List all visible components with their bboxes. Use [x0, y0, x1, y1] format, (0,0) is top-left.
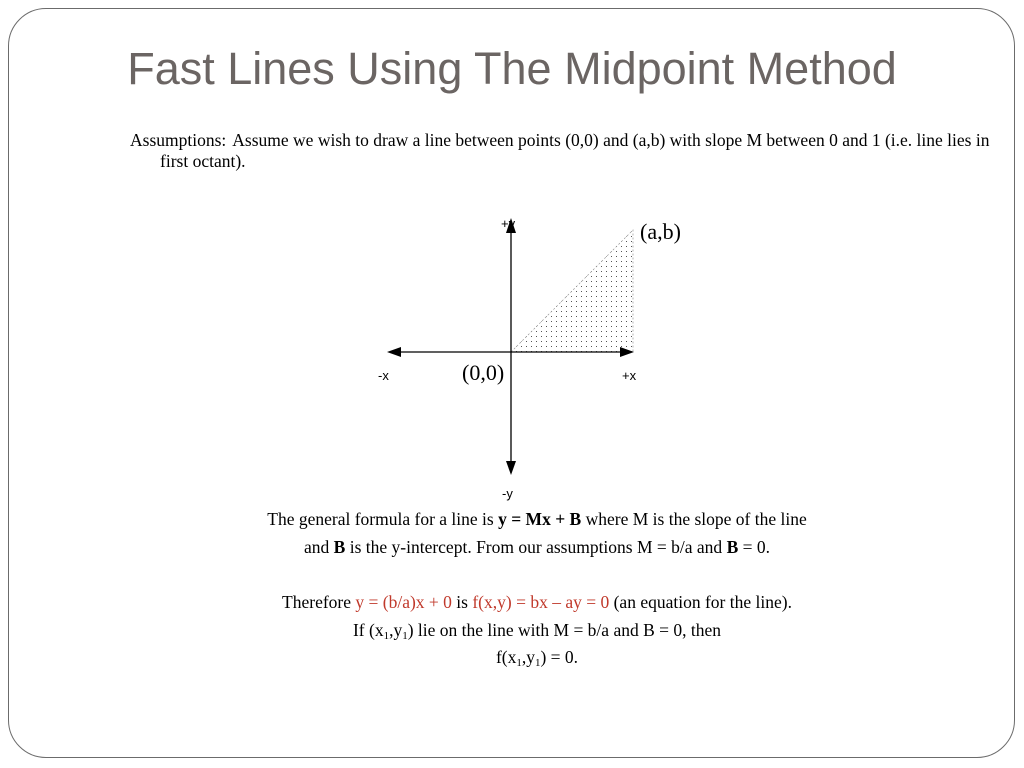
subscript: 1 — [383, 629, 390, 642]
formula-text: If (x — [352, 619, 384, 640]
y-axis-down-arrow — [506, 461, 516, 475]
bold-b: B — [726, 536, 739, 557]
formula-text: The general formula for a line is — [267, 509, 499, 529]
formula-text: f(x — [495, 647, 517, 667]
origin-point-label: (0,0) — [462, 360, 505, 385]
slide-title: Fast Lines Using The Midpoint Method — [127, 43, 897, 94]
formula-text: is — [451, 592, 473, 612]
end-point-label: (a,b) — [640, 219, 681, 244]
formula-text: (an equation for the line). — [609, 592, 792, 612]
neg-y-label: -y — [502, 486, 513, 501]
formula-text: ,y — [389, 619, 403, 640]
neg-x-label: -x — [378, 368, 389, 383]
implicit-equation: f(x,y) = bx – ay = 0 — [472, 592, 610, 612]
formula-text: ) lie on the line with M = b/a and B = 0, then — [407, 619, 722, 640]
subscript: 1 — [402, 629, 408, 642]
formula-text: ) = 0. — [540, 647, 579, 667]
formula-text: and — [304, 536, 334, 557]
line-equation: y = Mx + B — [498, 509, 582, 529]
pos-x-label: +x — [622, 368, 637, 383]
pos-y-label: +y — [501, 216, 516, 231]
formula-text: is the y-intercept. From our assumptions M = b/a and — [345, 536, 727, 557]
explicit-equation: y = (b/a)x + 0 — [355, 592, 452, 612]
formula-text: ,y — [521, 647, 535, 667]
implicit-equation-paragraph — [160, 589, 914, 672]
formula-text: where M is the slope of the line — [581, 509, 807, 529]
line-formula-paragraph — [160, 506, 914, 561]
assumptions-lead: Assumptions: — [130, 130, 227, 150]
formula-text: Therefore — [282, 592, 356, 612]
assumptions-text: Assume we wish to draw a line between points (0,0) and (a,b) with slope M between 0 and 1 (i.e. line lies in first octant). — [160, 130, 990, 171]
formula-text: = 0. — [738, 536, 770, 557]
subscript: 1 — [516, 657, 522, 669]
x-axis-left-arrow — [387, 347, 401, 357]
shaded-triangle — [511, 230, 633, 352]
bold-b: B — [333, 536, 346, 557]
subscript: 1 — [534, 657, 541, 669]
